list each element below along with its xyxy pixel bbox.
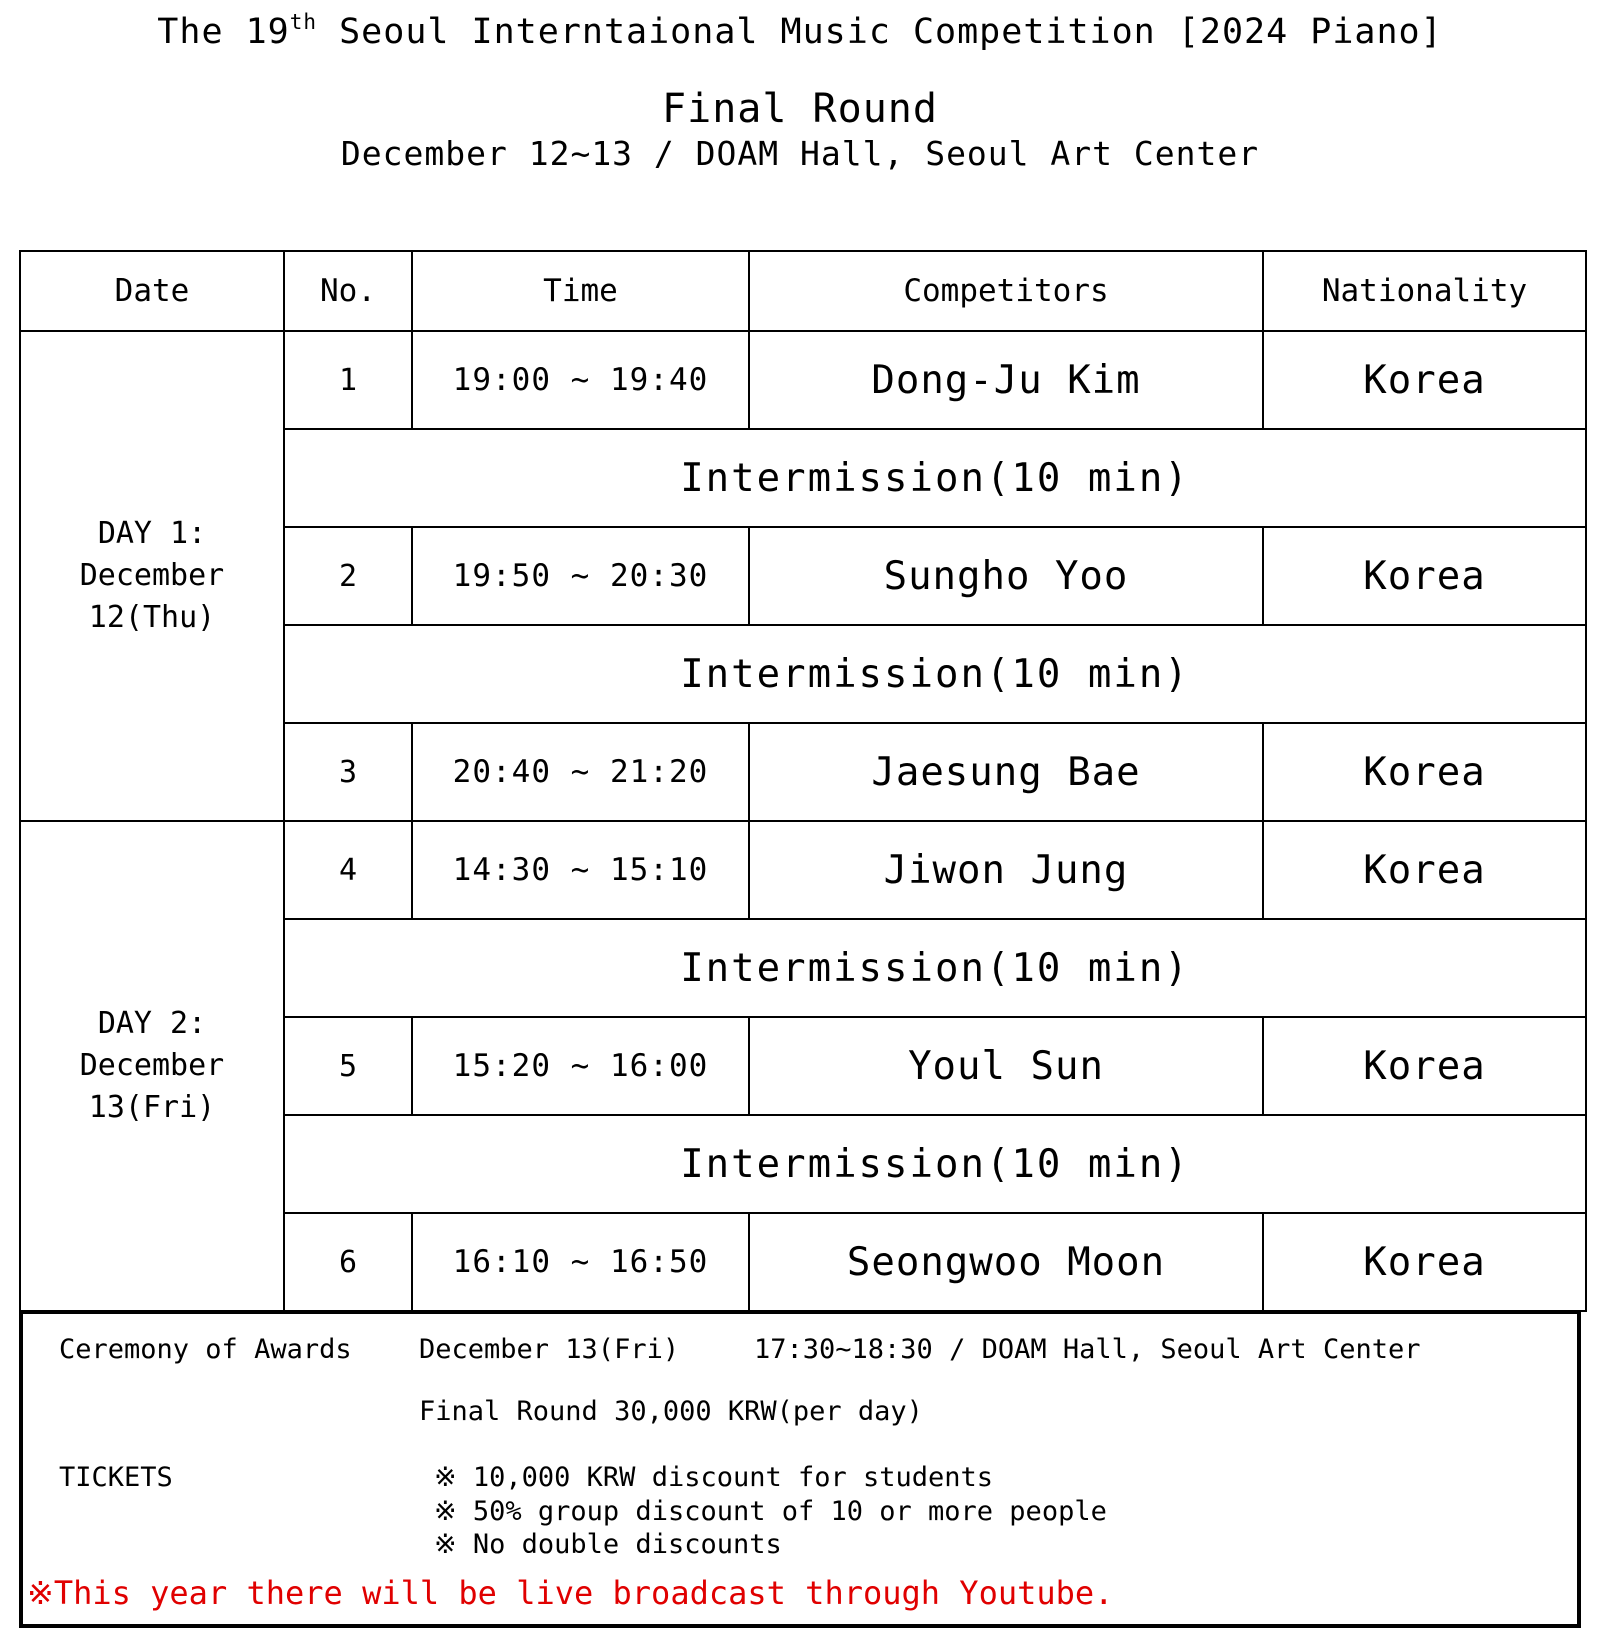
competitor-nationality: Korea: [1263, 1017, 1586, 1115]
performance-time: 19:50 ~ 20:30: [412, 527, 749, 625]
day-1-cell: [20, 331, 284, 821]
table-row: [20, 821, 1586, 919]
header-date: Date: [20, 251, 284, 331]
day-1-label: DAY 1:: [97, 516, 207, 551]
performance-no: 6: [284, 1213, 412, 1311]
round-title: Final Round: [662, 86, 938, 132]
day-2-month: December: [79, 1048, 225, 1083]
ticket-price: Final Round 30,000 KRW(per day): [419, 1396, 923, 1427]
venue-subtitle: December 12~13 / DOAM Hall, Seoul Art Center: [340, 134, 1260, 173]
day-2-cell: [20, 821, 284, 1311]
competitor-name: Youl Sun: [749, 1017, 1263, 1115]
table-header-row: [20, 251, 1586, 331]
header-time: Time: [412, 251, 749, 331]
day-2-label: DAY 2:: [97, 1006, 207, 1041]
performance-no: 2: [284, 527, 412, 625]
day-1-date: 12(Thu): [88, 600, 216, 635]
ceremony-date: December 13(Fri): [419, 1334, 680, 1365]
performance-no: 5: [284, 1017, 412, 1115]
competitor-nationality: Korea: [1263, 527, 1586, 625]
performance-time: 14:30 ~ 15:10: [412, 821, 749, 919]
intermission-label: Intermission(10 min): [284, 625, 1586, 723]
title-superscript: th: [289, 10, 318, 34]
ticket-note: ※ 50% group discount of 10 or more people: [434, 1496, 1107, 1527]
header-no: No.: [284, 251, 412, 331]
ceremony-time-place: 17:30~18:30 / DOAM Hall, Seoul Art Center: [754, 1334, 1421, 1365]
day-1-month: December: [79, 558, 225, 593]
performance-time: 16:10 ~ 16:50: [412, 1213, 749, 1311]
header-competitors: Competitors: [749, 251, 1263, 331]
intermission-label: Intermission(10 min): [284, 1115, 1586, 1213]
table-row: [20, 331, 1586, 429]
competitor-nationality: Korea: [1263, 331, 1586, 429]
competitor-name: Jiwon Jung: [749, 821, 1263, 919]
schedule-table: [19, 250, 1587, 1312]
performance-no: 3: [284, 723, 412, 821]
ticket-note: ※ 10,000 KRW discount for students: [434, 1462, 994, 1493]
tickets-label: TICKETS: [59, 1462, 173, 1493]
performance-time: 19:00 ~ 19:40: [412, 331, 749, 429]
competitor-name: Sungho Yoo: [749, 527, 1263, 625]
header-nationality: Nationality: [1263, 251, 1586, 331]
day-2-date: 13(Fri): [88, 1090, 216, 1125]
competitor-nationality: Korea: [1263, 723, 1586, 821]
competitor-name: Jaesung Bae: [749, 723, 1263, 821]
competitor-nationality: Korea: [1263, 821, 1586, 919]
performance-no: 4: [284, 821, 412, 919]
competitor-name: Seongwoo Moon: [749, 1213, 1263, 1311]
performance-time: 20:40 ~ 21:20: [412, 723, 749, 821]
competitor-nationality: Korea: [1263, 1213, 1586, 1311]
intermission-label: Intermission(10 min): [284, 429, 1586, 527]
title-prefix: The 19: [157, 12, 290, 52]
competition-title: [0, 12, 1600, 52]
performance-time: 15:20 ~ 16:00: [412, 1017, 749, 1115]
info-box: [19, 1310, 1581, 1628]
competitor-name: Dong-Ju Kim: [749, 331, 1263, 429]
live-broadcast-notice: ※This year there will be live broadcast through Youtube.: [27, 1574, 1114, 1612]
ticket-note: ※ No double discounts: [434, 1529, 782, 1560]
performance-no: 1: [284, 331, 412, 429]
intermission-label: Intermission(10 min): [284, 919, 1586, 1017]
ceremony-label: Ceremony of Awards: [59, 1334, 352, 1365]
title-suffix: Seoul Interntaional Music Competition [2024 Piano]: [317, 12, 1443, 52]
